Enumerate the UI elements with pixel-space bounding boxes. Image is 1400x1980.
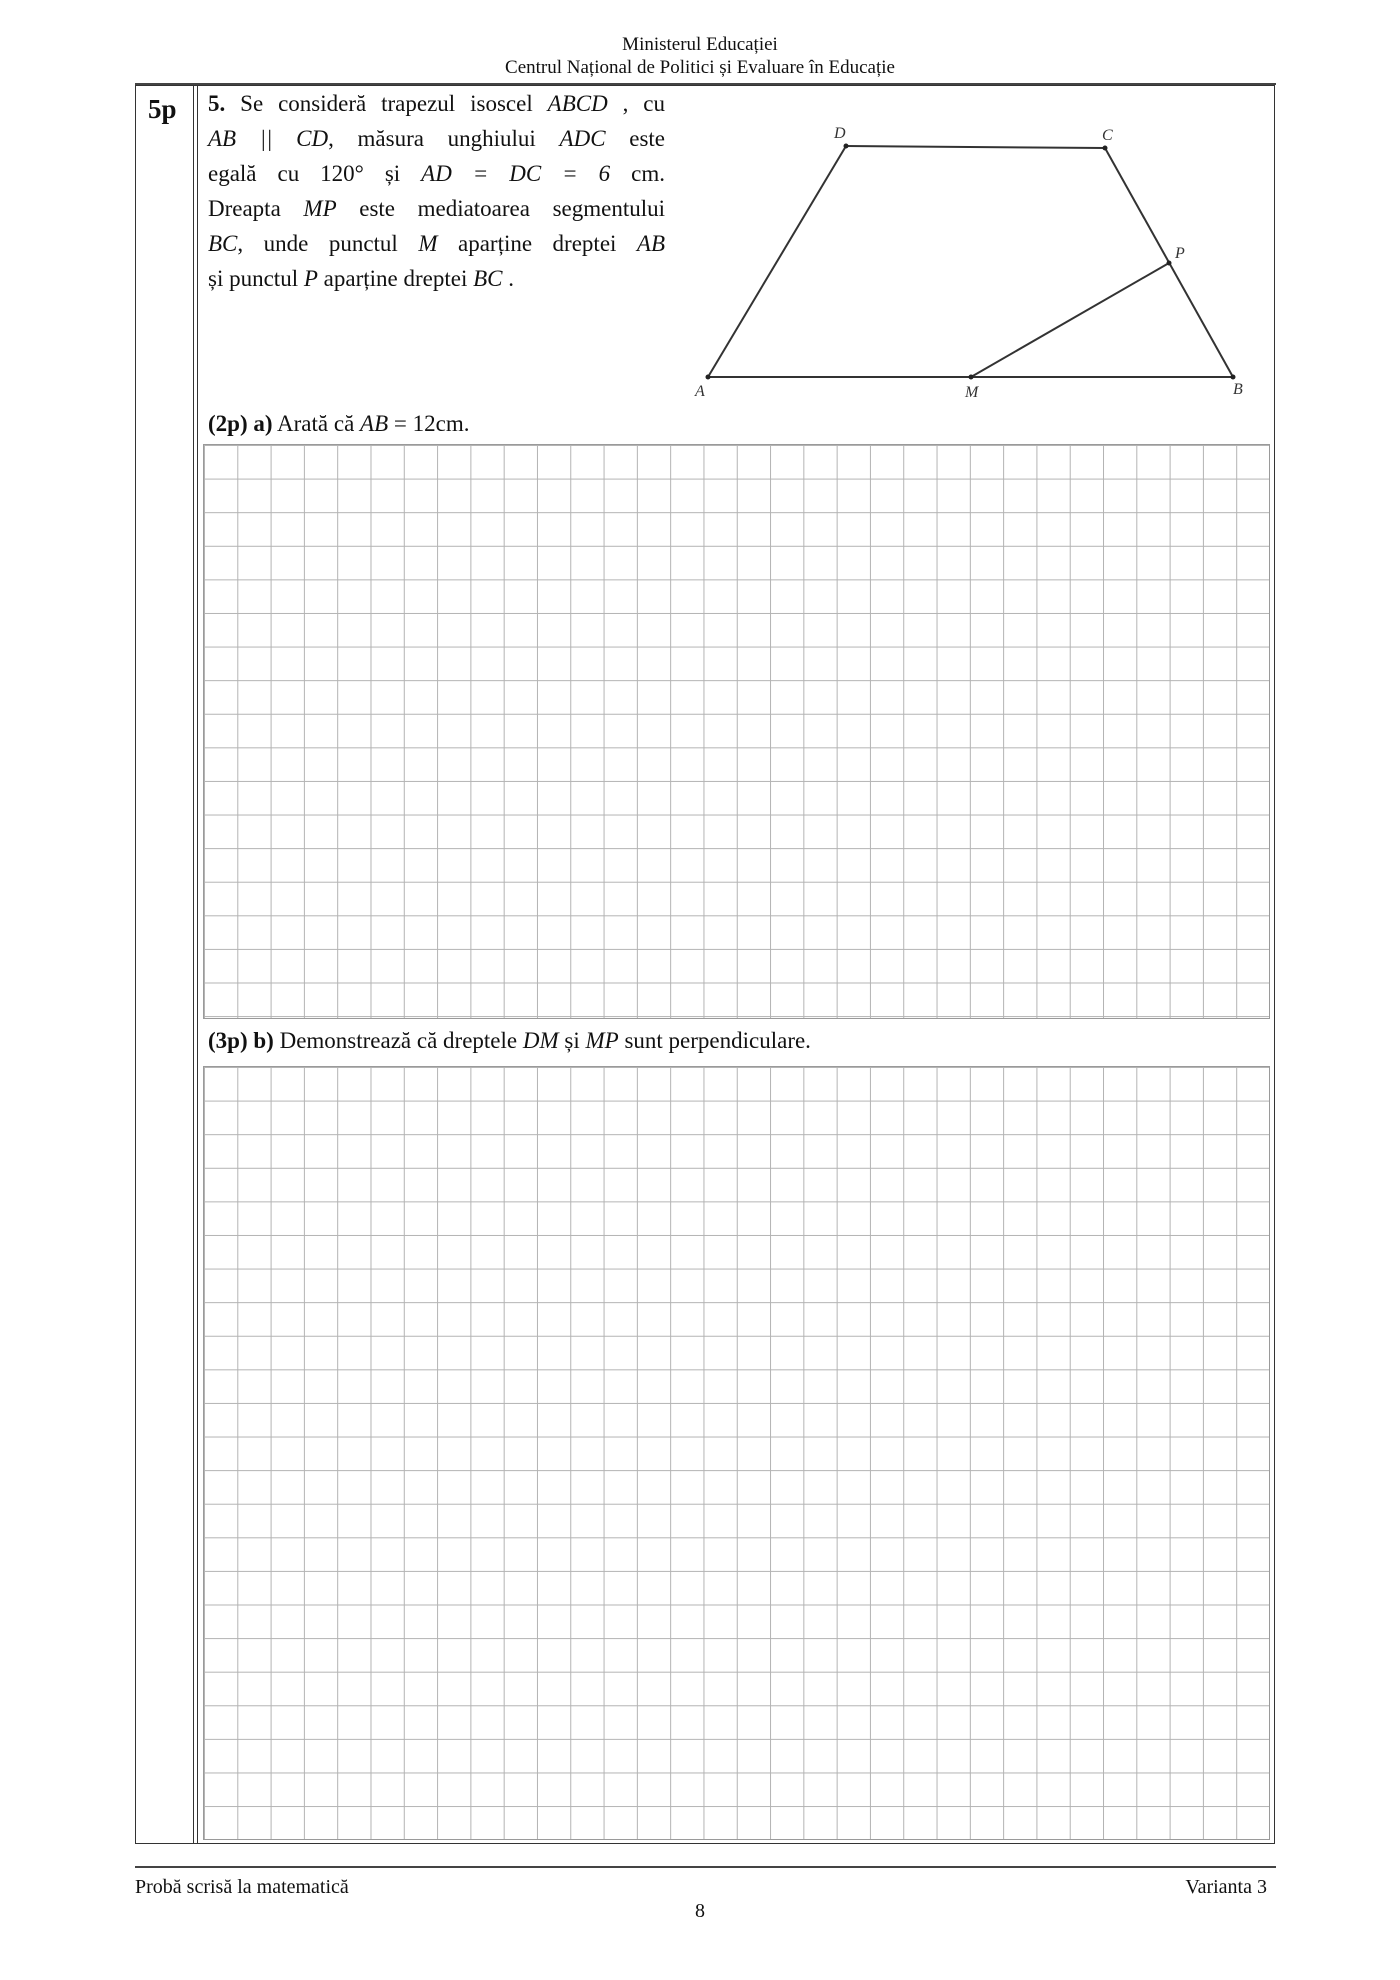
text-fragment: cm. [631, 161, 665, 186]
header-ministry: Ministerul Educației [622, 34, 778, 55]
question-a-letter: a) [253, 411, 273, 436]
text-fragment: este [629, 126, 665, 151]
math-mp: MP [585, 1028, 619, 1053]
label-a: A [695, 383, 705, 400]
math-ad-dc: AD = DC = 6 [421, 161, 611, 186]
label-d: D [834, 125, 846, 142]
page-number: 8 [695, 1900, 705, 1922]
trapezoid-figure [680, 118, 1270, 408]
point-m [969, 375, 974, 380]
question-b-text: Demonstrează că dreptele [279, 1028, 518, 1053]
footer-exam-title: Probă scrisă la matematică [135, 1876, 349, 1898]
problem-statement [208, 86, 665, 296]
point-p [1167, 261, 1172, 266]
segment-da [708, 146, 846, 377]
math-ab: AB [360, 411, 389, 436]
math-parallel: AB || CD [208, 126, 329, 151]
text-fragment: , unde punctul [237, 231, 398, 256]
question-b-points: (3p) [208, 1028, 248, 1053]
point-a [706, 375, 711, 380]
text-fragment: egală cu 120° și [208, 161, 401, 186]
label-c: C [1102, 127, 1113, 144]
text-fragment: aparține dreptei [323, 266, 468, 291]
math-bc: BC [473, 266, 503, 291]
segment-cd [846, 146, 1105, 148]
segment-mp [971, 263, 1169, 377]
question-a [208, 410, 469, 438]
answer-grid-a[interactable] [203, 444, 1270, 1019]
points-column-divider-2 [197, 85, 198, 1844]
math-bc: BC [208, 231, 238, 256]
header-center: Centrul Național de Politici și Evaluare în Educație [505, 57, 895, 78]
answer-grid-b[interactable] [203, 1066, 1270, 1840]
text-fragment: Se consideră trapezul isoscel [240, 91, 533, 116]
text-fragment: . [508, 266, 514, 291]
points-column-divider-1 [193, 85, 194, 1844]
math-m: M [418, 231, 438, 256]
text-fragment: , măsura unghiului [328, 126, 536, 151]
footer-rule [135, 1866, 1276, 1868]
text-fragment: , cu [622, 91, 666, 116]
text-fragment: aparține dreptei [458, 231, 617, 256]
math-mp: MP [303, 196, 337, 221]
footer-variant: Varianta 3 [1185, 1876, 1267, 1898]
question-a-text: Arată că [277, 411, 355, 436]
math-p: P [303, 266, 318, 291]
point-c [1103, 146, 1108, 151]
text-fragment: este mediatoarea segmentului [359, 196, 666, 221]
text-fragment: și punctul [208, 266, 299, 291]
question-b-text: sunt perpendiculare. [624, 1028, 811, 1053]
math-adc: ADC [559, 126, 606, 151]
question-b-letter: b) [253, 1028, 274, 1053]
math-dm: DM [522, 1028, 559, 1053]
text-fragment: Dreapta [208, 196, 281, 221]
label-m: M [965, 384, 979, 401]
point-d [844, 144, 849, 149]
problem-number: 5. [208, 91, 226, 116]
point-b [1231, 375, 1236, 380]
question-b [208, 1027, 811, 1055]
label-p: P [1175, 245, 1185, 262]
math-ab: AB [636, 231, 666, 256]
math-abcd: ABCD [547, 91, 608, 116]
question-a-points: (2p) [208, 411, 248, 436]
question-a-value: = 12cm. [393, 411, 470, 436]
question-b-text: și [564, 1028, 580, 1053]
problem-points: 5p [148, 94, 177, 124]
label-b: B [1233, 381, 1243, 398]
